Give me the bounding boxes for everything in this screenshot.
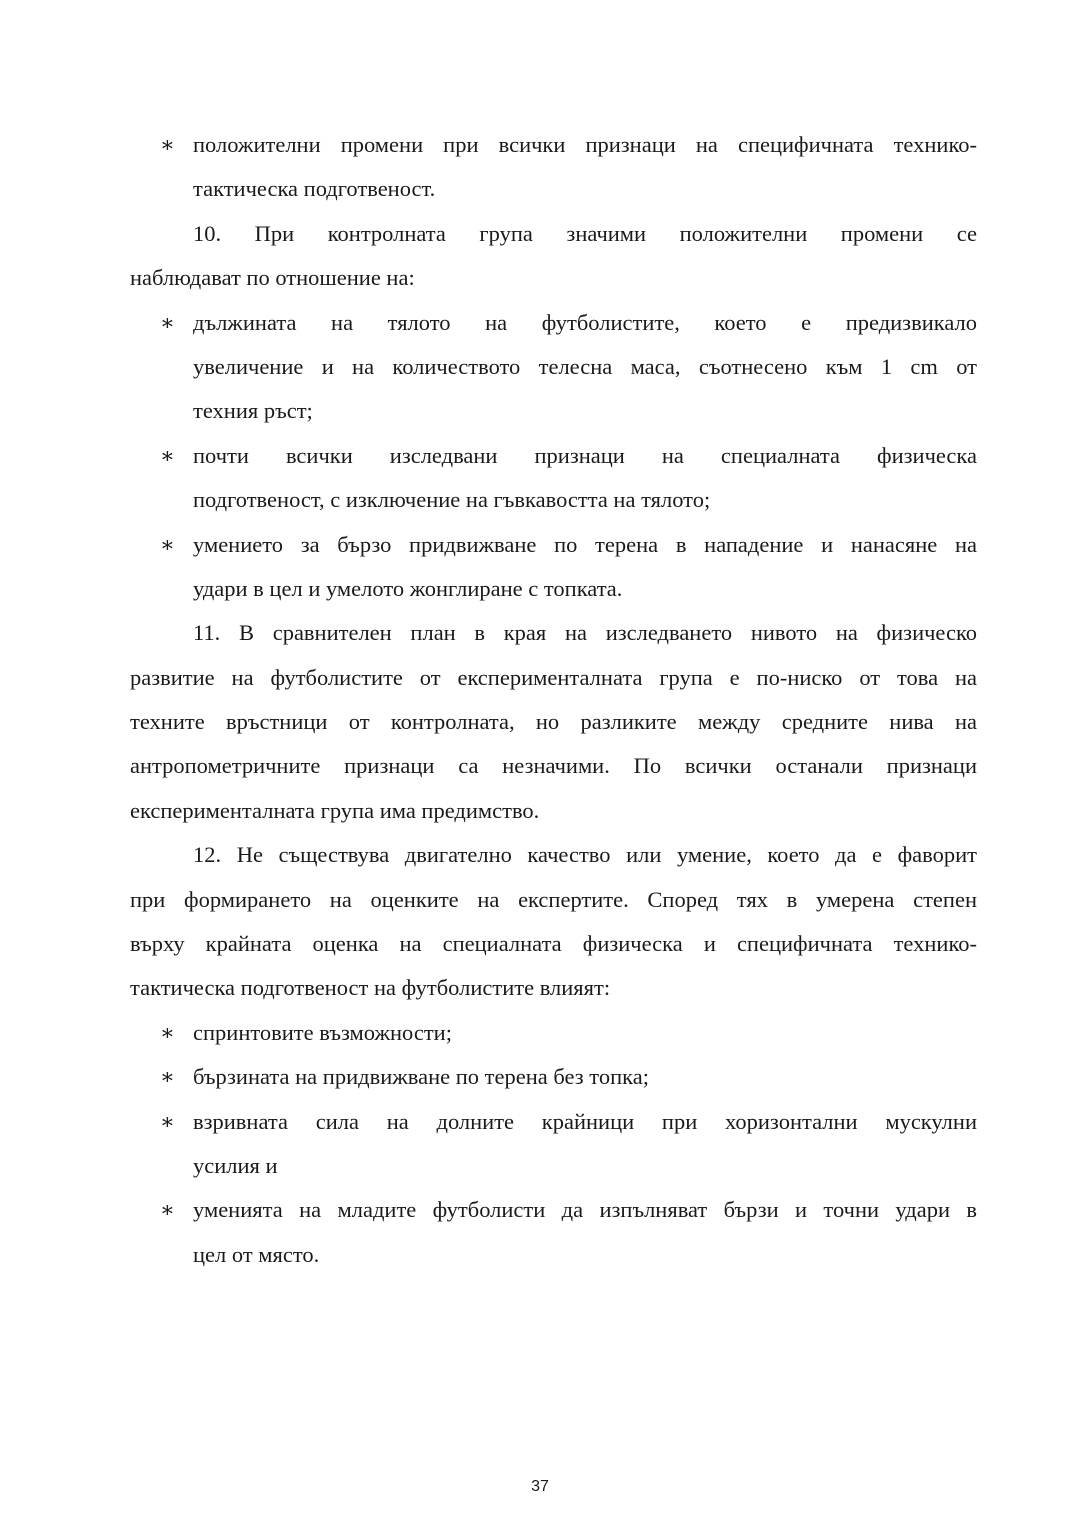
bullet-icon: ∗ [160, 1108, 175, 1134]
bullet-item [130, 1100, 977, 1144]
text-line: умението за бързо придвижване по терена в нападение и нанасяне на [193, 531, 977, 557]
bullet-icon: ∗ [160, 1197, 175, 1223]
text-line: техния ръст; [193, 398, 313, 424]
text-line: тактическа подготвеност на футболистите влияят: [130, 975, 611, 1001]
text-line: подготвеност, с изключение на гъвкавостта на тялото; [193, 487, 711, 513]
text-line: цел от място. [193, 1241, 320, 1267]
bullet-item [130, 123, 977, 167]
text-line: развитие на футболистите от експерименталната група е по-ниско от това на [130, 664, 977, 690]
bullet-icon: ∗ [160, 309, 175, 335]
text-line: дължината на тялото на футболистите, което е предизвикало [193, 309, 977, 335]
bullet-item [130, 1188, 977, 1232]
text-line: спринтовите възможности; [193, 1019, 452, 1045]
text-line: антропометричните признаци са незначими. По всички останали признаци [130, 753, 977, 779]
text-line: взривната сила на долните крайници при хоризонтални мускулни [193, 1108, 977, 1134]
bullet-icon: ∗ [160, 1019, 175, 1045]
text-line: бързината на придвижване по терена без топка; [193, 1064, 649, 1090]
bullet-icon: ∗ [160, 531, 175, 557]
paragraph-start: 11. В сравнителен план в края на изследването нивото на физическо [193, 620, 977, 646]
text-line: върху крайната оценка на специалната физическа и специфичната технико- [130, 931, 977, 957]
text-line: при формирането на оценките на експертите. Според тях в умерена степен [130, 886, 977, 912]
bullet-icon: ∗ [160, 442, 175, 468]
bullet-item [130, 523, 977, 567]
text-line: уменията на младите футболисти да изпълняват бързи и точни удари в [193, 1197, 977, 1223]
text-line: удари в цел и умелото жонглиране с топката. [193, 575, 623, 601]
text-line: положителни промени при всички признаци на специфичната технико- [193, 132, 977, 157]
body-text [130, 123, 977, 1277]
text-line: увеличение и на количеството телесна маса, съотнесено към 1 cm от [193, 353, 977, 379]
paragraph-start: 12. Не съществува двигателно качество или умение, което да е фаворит [193, 842, 977, 868]
bullet-item [130, 434, 977, 478]
bullet-item [130, 1011, 977, 1055]
paragraph-start: 10. При контролната група значими положителни промени се [193, 220, 977, 246]
text-line: усилия и [193, 1152, 278, 1178]
bullet-icon: ∗ [160, 1064, 175, 1090]
bullet-item [130, 301, 977, 345]
text-line: експерименталната група има предимство. [130, 797, 540, 823]
text-line: наблюдават по отношение на: [130, 265, 415, 291]
bullet-item [130, 1055, 977, 1099]
text-line: почти всички изследвани признаци на специалната физическа [193, 442, 977, 468]
bullet-icon: ∗ [160, 132, 175, 157]
text-line: техните връстници от контролната, но разликите между средните нива на [130, 709, 977, 735]
text-line: тактическа подготвеност. [193, 176, 436, 202]
page-number: 37 [531, 1478, 549, 1495]
